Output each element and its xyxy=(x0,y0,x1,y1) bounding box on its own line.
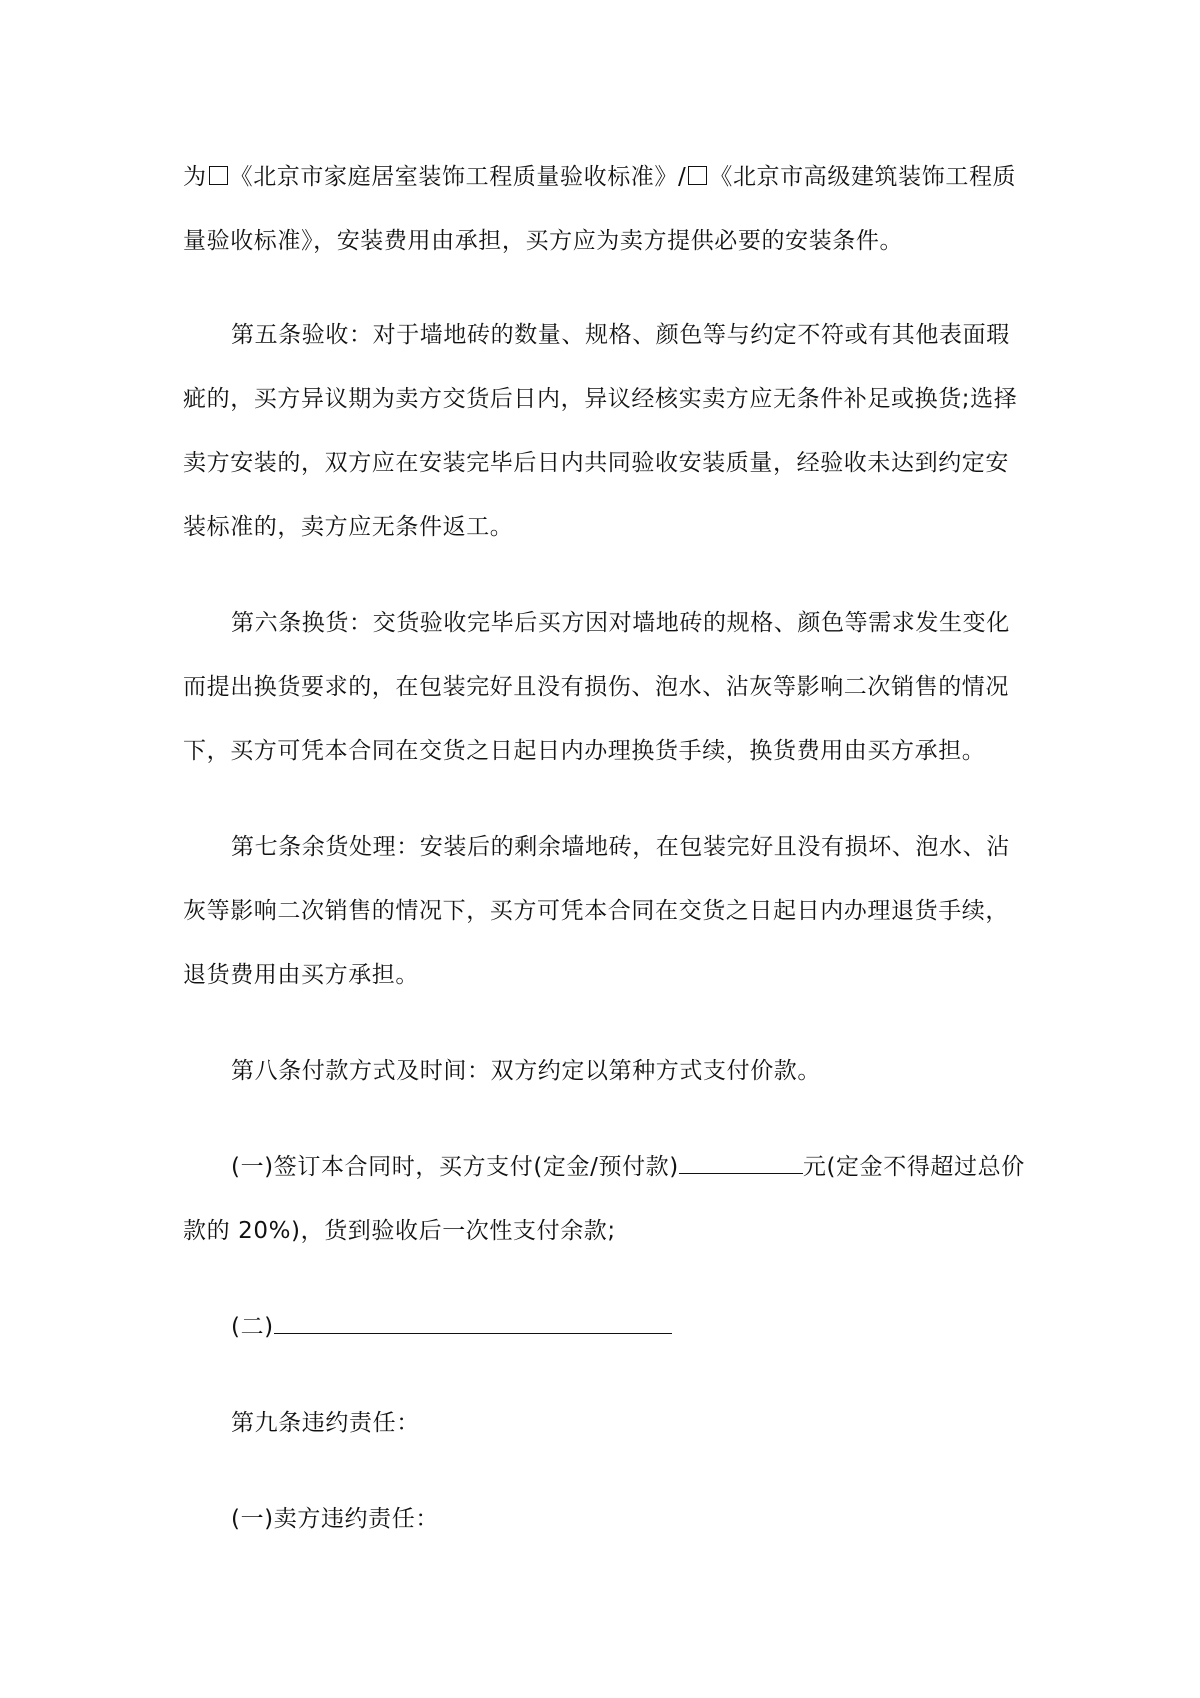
article-9-liability: 第九条违约责任： xyxy=(231,1410,420,1436)
text-segment: 元(定金不得超过总价款的 20%)，货到验收后一次性支付余款; xyxy=(183,1154,1025,1244)
text-segment: (二) xyxy=(231,1314,274,1340)
seller-liability-heading: (一)卖方违约责任： xyxy=(231,1506,439,1532)
article-5-inspection: 第五条验收：对于墙地砖的数量、规格、颜色等与约定不符或有其他表面瑕疵的，买方异议期为卖方交货后日内，异议经核实卖方应无条件补足或换货;选择卖方安装的，双方应在安装完毕后日内共同验收安装质量，经验收未达到约定安装标准的，卖方应无条件返工。 xyxy=(183,322,1018,540)
checkbox-home-standard[interactable] xyxy=(209,166,228,185)
text-segment: 《北京市家庭居室装饰工程质量验收标准》/ xyxy=(229,164,687,190)
payment-option-1 xyxy=(183,1135,1025,1263)
article-6-exchange: 第六条换货：交货验收完毕后买方因对墙地砖的规格、颜色等需求发生变化而提出换货要求的，在包装完好且没有损伤、泡水、沾灰等影响二次销售的情况下，买方可凭本合同在交货之日起日内办理换货手续，换货费用由买方承担。 xyxy=(183,610,1010,764)
article-8-payment: 第八条付款方式及时间：双方约定以第种方式支付价款。 xyxy=(231,1058,821,1084)
paragraph-acceptance-standard xyxy=(183,145,1025,273)
payment-option-2-blank[interactable] xyxy=(274,1313,672,1334)
text-segment: 《北京市高级建筑装饰工程质量验收标准》，安装费用由承担，买方应为卖方提供必要的安装条件。 xyxy=(183,164,1017,254)
payment-option-2 xyxy=(183,1295,1025,1359)
checkbox-advanced-standard[interactable] xyxy=(688,166,707,185)
text-segment: 为 xyxy=(183,164,207,190)
text-segment: (一)签订本合同时，买方支付(定金/预付款) xyxy=(231,1154,679,1180)
article-7-surplus: 第七条余货处理：安装后的剩余墙地砖，在包装完好且没有损坏、泡水、沾灰等影响二次销售的情况下，买方可凭本合同在交货之日起日内办理退货手续，退货费用由买方承担。 xyxy=(183,834,1010,988)
deposit-amount-blank[interactable] xyxy=(679,1153,803,1174)
